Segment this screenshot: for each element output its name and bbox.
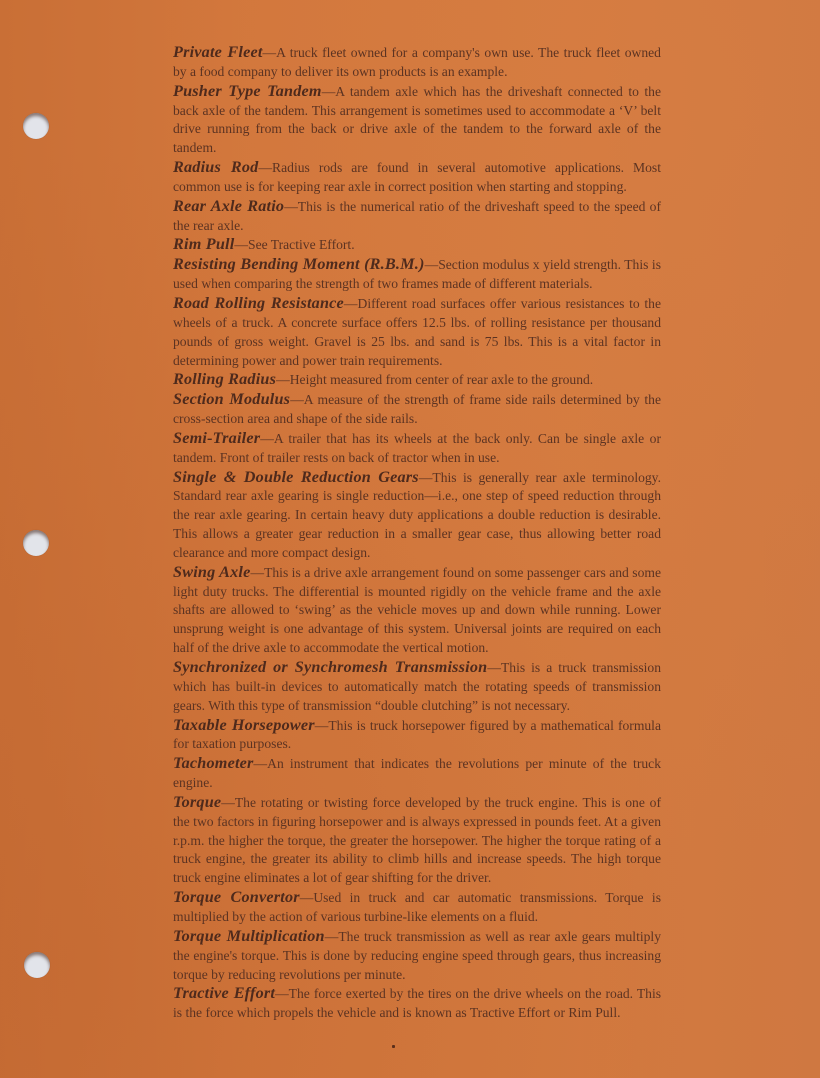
glossary-entry-resisting-bending-moment: Resisting Bending Moment (R.B.M.)—Section modulus x yield strength. This is used when comparing the strength of two frames made of different materials. — [173, 255, 661, 292]
glossary-term: Rear Axle Ratio — [173, 196, 285, 215]
glossary-definition: The force exerted by the tires on the drive wheels on the road. This is the force which propels the vehicle and is known as Tractive Effort or Rim Pull. — [173, 986, 662, 1021]
print-speck — [392, 1045, 395, 1048]
hole-punch-top — [23, 113, 49, 139]
glossary-term: Torque Multiplication — [173, 926, 325, 945]
glossary-entry-tachometer: Tachometer—An instrument that indicates the revolutions per minute of the truck engine. — [173, 754, 661, 791]
glossary-entry-road-rolling-resistance: Road Rolling Resistance—Different road surfaces offer various resistances to the wheels of a truck. A concrete surface offers 12.5 lbs. of rolling resistance per thousand pounds of gross weight. Gravel is 25 lbs. and sand is 75 lbs. This is a vital factor in determining power and power train requirements. — [173, 293, 661, 368]
glossary-term: Resisting Bending Moment (R.B.M.) — [173, 255, 425, 274]
glossary-definition: Radius rods are found in several automotive applications. Most common use is for keeping rear axle in correct position when starting and stopping. — [173, 160, 661, 194]
glossary-term: Road Rolling Resistance — [173, 293, 344, 312]
glossary-entry-single-double-reduction-gears: Single & Double Reduction Gears—This is generally rear axle terminology. Standard rear axle gearing is single reduction—i.e., one step of speed reduction through the rear axle gearing. In certain heavy duty applications a double reduction is desirable. This allows a greater gear reduction in a smaller gear case, thus allowing better road clearance and more compact design. — [173, 467, 661, 560]
glossary-entry-section-modulus: Section Modulus—A measure of the strength of frame side rails determined by the cross-section area and shape of the side rails. — [173, 390, 661, 427]
glossary-term: Rim Pull — [173, 235, 235, 254]
glossary-definition: This is truck horsepower figured by a mathematical formula for taxation purposes. — [173, 717, 661, 752]
glossary-definition: The rotating or twisting force developed by the truck engine. This is one of the two factors in figuring horsepower and is always expressed in pounds feet. At a given r.p.m. the higher the torque, the greater the horsepower. The higher the torque rating of a truck engine, the greater its ability to climb hills and increase speeds. The high torque truck engine eliminates a lot of gear shifting for the driver. — [173, 794, 661, 886]
glossary-definition: A truck fleet owned for a company's own use. The truck fleet owned by a food company to deliver its own products is an example. — [173, 45, 661, 79]
glossary-definition: Section modulus x yield strength. This is used when comparing the strength of two frames made of different materials. — [173, 257, 661, 292]
glossary-entry-taxable-horsepower: Taxable Horsepower—This is truck horsepower figured by a mathematical formula for taxation purposes. — [173, 715, 661, 752]
glossary-entry-torque-multiplication: Torque Multiplication—The truck transmission as well as rear axle gears multiply the engine's torque. This is done by reducing engine speed through gears, thus increasing torque by reducing revolutions per minute. — [173, 926, 661, 982]
glossary-term: Taxable Horsepower — [173, 715, 315, 734]
glossary-term: Pusher Type Tandem — [173, 81, 322, 100]
glossary-term: Radius Rod — [173, 158, 259, 177]
glossary-entry-rim-pull: Rim Pull—See Tractive Effort. — [173, 235, 355, 254]
glossary-term: Swing Axle — [173, 562, 251, 581]
hole-punch-middle — [23, 530, 49, 556]
glossary-entry-torque-convertor: Torque Convertor—Used in truck and car automatic transmissions. Torque is multiplied by the action of various turbine-like elements on a fluid. — [173, 888, 661, 924]
glossary-term: Semi-Trailer — [173, 428, 261, 447]
glossary-entry-radius-rod: Radius Rod—Radius rods are found in several automotive applications. Most common use is for keeping rear axle in correct position when starting and stopping. — [173, 158, 661, 194]
glossary-definition: This is generally rear axle terminology. Standard rear axle gearing is single reduction—i.e., one step of speed reduction through the rear axle gearing. In certain heavy duty applications a double reduction is desirable. This allows a greater gear reduction in a smaller gear case, thus allowing better road clearance and more compact design. — [173, 469, 661, 560]
glossary-definition: See Tractive Effort. — [248, 237, 355, 253]
glossary-definition: Height measured from center of rear axle to the ground. — [289, 372, 594, 388]
glossary-entry-rolling-radius: Rolling Radius—Height measured from center of rear axle to the ground. — [173, 370, 594, 389]
glossary-term: Tractive Effort — [173, 984, 276, 1003]
glossary-definition: A trailer that has its wheels at the back only. Can be single axle or tandem. Front of trailer rests on back of tractor when in use. — [173, 430, 661, 465]
glossary-definition: Different road surfaces offer various resistances to the wheels of a truck. A concrete surface offers 12.5 lbs. of rolling resistance per thousand pounds of gross weight. Gravel is 25 lbs. and sand is 75 lbs. This is a vital factor in determining power and power train requirements. — [173, 295, 661, 368]
glossary-definition: An instrument that indicates the revolutions per minute of the truck engine. — [173, 756, 661, 791]
glossary-term: Rolling Radius — [173, 370, 277, 389]
glossary-term: Single & Double Reduction Gears — [173, 467, 419, 486]
glossary-definition: This is a truck transmission which has built-in devices to automatically match the rotating speeds of transmission gears. With this type of transmission “double clutching” is not necessary. — [173, 660, 661, 713]
glossary-term: Synchronized or Synchromesh Transmission — [173, 658, 488, 676]
glossary-definition: This is a drive axle arrangement found on some passenger cars and some light duty trucks. The differential is mounted rigidly on the vehicle frame and the axle shafts are allowed to ‘swing’ as the vehicle moves up and down while running. Lower unsprung weight is one advantage of this system. Universal joints are required on each half of the drive axle to accommodate the vertical motion. — [173, 564, 661, 656]
glossary-entry-tractive-effort: Tractive Effort—The force exerted by the tires on the drive wheels on the road. This is the force which propels the vehicle and is known as Tractive Effort or Rim Pull. — [173, 984, 662, 1021]
glossary-column — [173, 43, 661, 1023]
glossary-definition: A tandem axle which has the driveshaft connected to the back axle of the tandem. This arrangement is sometimes used to accommodate a ‘V’ belt drive running from the back or drive axle of the tandem to the forward axle of the tandem. — [173, 83, 662, 156]
glossary-definition: Used in truck and car automatic transmissions. Torque is multiplied by the action of various turbine-like elements on a fluid. — [173, 890, 661, 924]
glossary-term: Tachometer — [173, 754, 254, 773]
glossary-definition: A measure of the strength of frame side rails determined by the cross-section area and shape of the side rails. — [173, 392, 661, 427]
glossary-entry-private-fleet: Private Fleet—A truck fleet owned for a company's own use. The truck fleet owned by a food company to deliver its own products is an example. — [173, 43, 661, 79]
glossary-entry-swing-axle: Swing Axle—This is a drive axle arrangement found on some passenger cars and some light duty trucks. The differential is mounted rigidly on the vehicle frame and the axle shafts are allowed to ‘swing’ as the vehicle moves up and down while running. Lower unsprung weight is one advantage of this system. Universal joints are required on each half of the drive axle to accommodate the vertical motion. — [173, 562, 661, 656]
glossary-term: Section Modulus — [173, 390, 291, 409]
glossary-definition: This is the numerical ratio of the driveshaft speed to the speed of the rear axle. — [173, 198, 662, 233]
glossary-entry-rear-axle-ratio: Rear Axle Ratio—This is the numerical ratio of the driveshaft speed to the speed of the rear axle. — [173, 196, 662, 233]
glossary-entry-synchromesh-transmission: Synchronized or Synchromesh Transmission—This is a truck transmission which has built-in devices to automatically match the rotating speeds of transmission gears. With this type of transmission “double clutching” is not necessary. — [173, 658, 661, 713]
glossary-definition: The truck transmission as well as rear axle gears multiply the engine's torque. This is done by reducing engine speed through gears, thus increasing torque by reducing revolutions per minute. — [173, 928, 661, 982]
hole-punch-bottom — [24, 952, 50, 978]
glossary-entry-semi-trailer: Semi-Trailer—A trailer that has its wheels at the back only. Can be single axle or tandem. Front of trailer rests on back of tractor when in use. — [173, 428, 661, 465]
glossary-entry-torque: Torque—The rotating or twisting force developed by the truck engine. This is one of the two factors in figuring horsepower and is always expressed in pounds feet. At a given r.p.m. the higher the torque, the greater the horsepower. The higher the torque rating of a truck engine, the greater its ability to climb hills and increase speeds. The high torque truck engine eliminates a lot of gear shifting for the driver. — [173, 792, 661, 886]
glossary-term: Torque Convertor — [173, 888, 300, 907]
glossary-term: Torque — [173, 792, 222, 811]
glossary-term: Private Fleet — [173, 43, 263, 61]
glossary-entry-pusher-type-tandem: Pusher Type Tandem—A tandem axle which has the driveshaft connected to the back axle of the tandem. This arrangement is sometimes used to accommodate a ‘V’ belt drive running from the back or drive axle of the tandem to the forward axle of the tandem. — [173, 81, 662, 156]
